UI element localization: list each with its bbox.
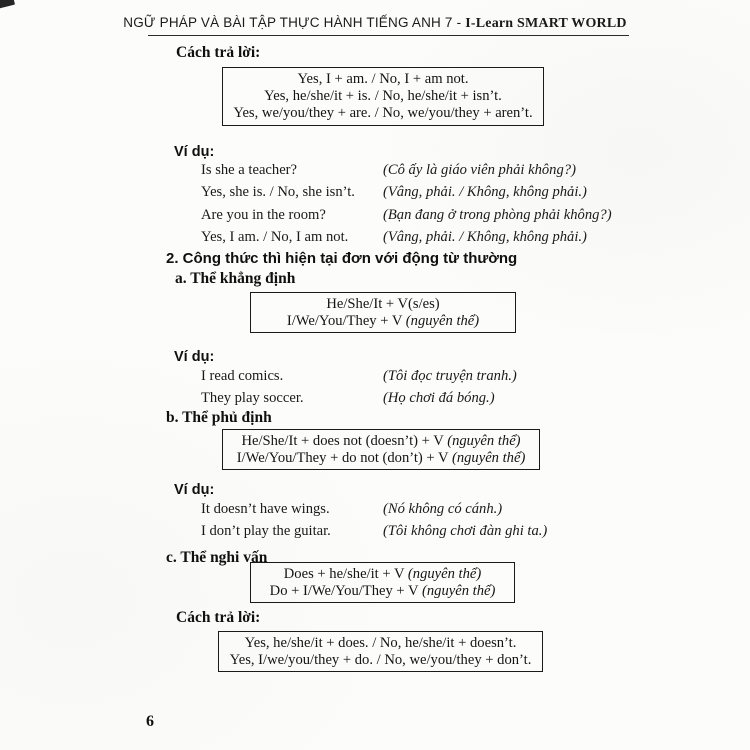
rule-line: Yes, I + am. / No, I + am not. bbox=[297, 70, 469, 87]
answer-label-1: Cách trả lời: bbox=[176, 44, 261, 61]
example-vi: (Bạn đang ở trong phòng phải không?) bbox=[383, 206, 612, 223]
example-row bbox=[201, 181, 612, 203]
example-label-2: Ví dụ: bbox=[174, 349, 215, 365]
rule-line: Yes, we/you/they + are. / No, we/you/they + aren’t. bbox=[233, 104, 533, 121]
rule-text: Do + I/We/You/They + V bbox=[269, 582, 422, 599]
affirmative-rule-box bbox=[250, 292, 516, 333]
header-title: NGỮ PHÁP VÀ BÀI TẬP THỰC HÀNH TIẾNG ANH 7 - bbox=[123, 15, 466, 30]
section-2-heading: 2. Công thức thì hiện tại đơn với động từ thường bbox=[166, 250, 518, 267]
header-rule bbox=[148, 35, 629, 36]
example-vi: (Vâng, phải. / Không, không phải.) bbox=[383, 228, 587, 245]
rule-text: I/We/You/They + do not (don’t) + V bbox=[236, 449, 452, 466]
example-vi: (Cô ấy là giáo viên phải không?) bbox=[383, 162, 576, 178]
example-vi: (Tôi không chơi đàn ghi ta.) bbox=[383, 523, 548, 540]
example-en: Yes, I am. / No, I am not. bbox=[201, 228, 349, 245]
rule-text: I/We/You/They + V bbox=[286, 312, 406, 329]
rule-italic: (nguyên thể) bbox=[447, 432, 521, 449]
example-row bbox=[201, 498, 547, 520]
rule-italic: (nguyên thể) bbox=[407, 565, 482, 582]
rule-italic: (nguyên thể) bbox=[405, 312, 480, 329]
example-vi: (Họ chơi đá bóng.) bbox=[383, 390, 495, 407]
rule-italic: (nguyên thể) bbox=[451, 449, 526, 466]
rule-text: He/She/It + does not (doesn’t) + V bbox=[241, 432, 448, 449]
example-label-3: Ví dụ: bbox=[174, 482, 215, 498]
example-vi: (Nó không có cánh.) bbox=[383, 501, 503, 517]
example-en: I don’t play the guitar. bbox=[201, 523, 331, 540]
do-short-answer-box bbox=[218, 631, 543, 672]
example-row bbox=[201, 159, 612, 181]
answer-label-2: Cách trả lời: bbox=[176, 609, 261, 626]
interrogative-rule-box bbox=[250, 562, 515, 603]
example-en: I read comics. bbox=[201, 368, 284, 384]
example-row bbox=[201, 365, 517, 387]
rule-line bbox=[255, 296, 511, 313]
example-en: They play soccer. bbox=[201, 390, 304, 407]
example-en: Are you in the room? bbox=[201, 206, 326, 223]
example-vi: (Vâng, phải. / Không, không phải.) bbox=[383, 184, 587, 201]
page-header bbox=[60, 15, 690, 32]
subsection-b-heading: b. Thể phủ định bbox=[166, 409, 272, 426]
example-table-2 bbox=[201, 365, 517, 410]
example-vi: (Tôi đọc truyện tranh.) bbox=[383, 368, 517, 384]
example-row bbox=[201, 387, 517, 409]
example-en: Yes, she is. / No, she isn’t. bbox=[201, 184, 355, 201]
rule-line: Yes, I/we/you/they + do. / No, we/you/they + don’t. bbox=[229, 651, 532, 668]
rule-italic: (nguyên thể) bbox=[421, 582, 496, 599]
example-row bbox=[201, 204, 612, 226]
example-table-3 bbox=[201, 498, 547, 543]
rule-line: Yes, he/she/it + is. / No, he/she/it + isn’t. bbox=[264, 87, 502, 104]
be-short-answer-box bbox=[222, 67, 544, 126]
header-brand: I-Learn SMART WORLD bbox=[465, 16, 627, 31]
rule-line bbox=[227, 433, 535, 450]
rule-line bbox=[255, 583, 510, 600]
rule-line bbox=[227, 450, 535, 467]
page-number: 6 bbox=[146, 713, 154, 730]
subsection-c-heading: c. Thể nghi vấn bbox=[166, 549, 268, 566]
example-label-1: Ví dụ: bbox=[174, 144, 215, 160]
subsection-a-heading: a. Thể khẳng định bbox=[175, 270, 296, 287]
example-row bbox=[201, 226, 612, 248]
rule-line bbox=[255, 566, 510, 583]
rule-line: Yes, he/she/it + does. / No, he/she/it + doesn’t. bbox=[244, 634, 517, 651]
rule-text: Does + he/she/it + V bbox=[283, 565, 408, 582]
example-en: Is she a teacher? bbox=[201, 162, 298, 178]
rule-line bbox=[255, 313, 511, 330]
scan-artifact-mark bbox=[0, 0, 15, 9]
rule-text: He/She/It + V(s/es) bbox=[326, 295, 440, 312]
example-table-1 bbox=[201, 159, 612, 248]
example-row bbox=[201, 520, 547, 542]
negative-rule-box bbox=[222, 429, 540, 470]
example-en: It doesn’t have wings. bbox=[201, 501, 330, 517]
